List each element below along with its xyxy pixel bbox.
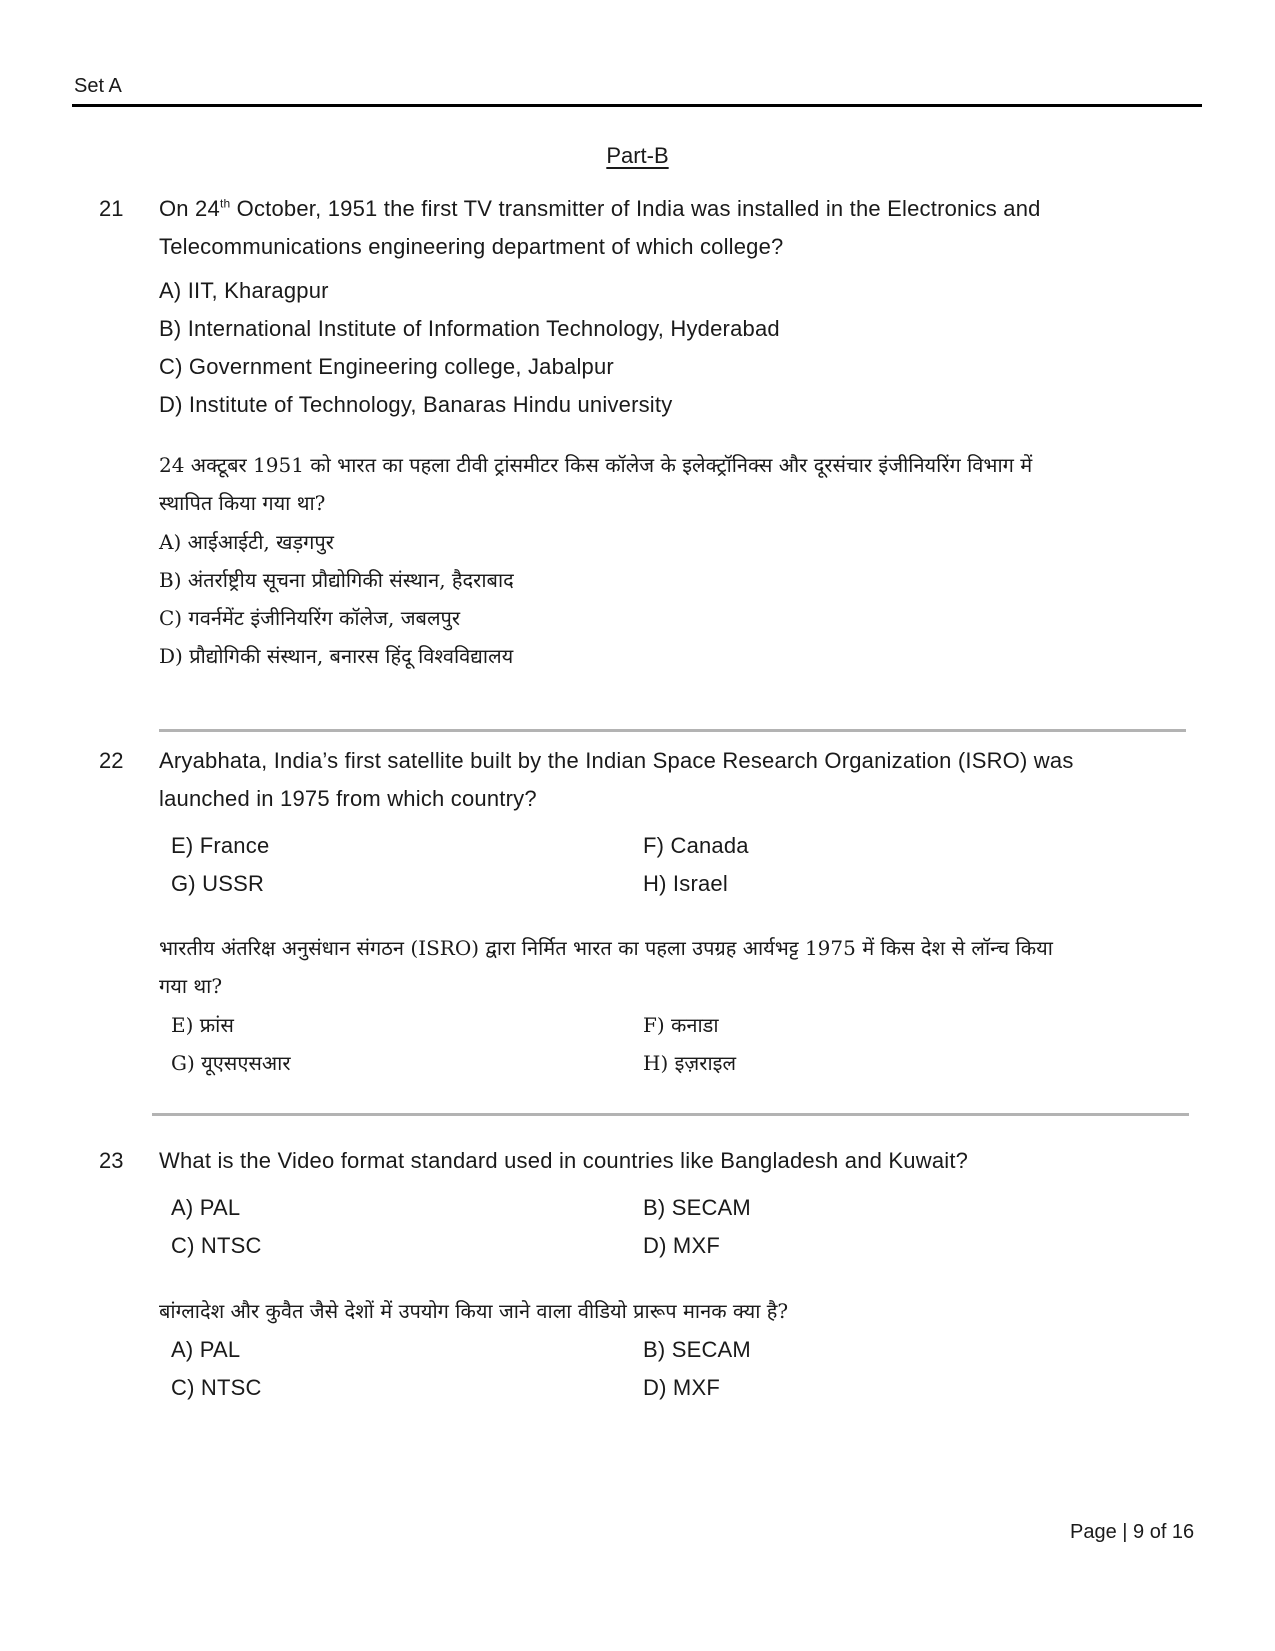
option-g: G) USSR — [171, 871, 265, 896]
section-title — [0, 143, 1275, 169]
option-c: C) Government Engineering college, Jabalpur — [159, 354, 614, 379]
question-text-en-line2: launched in 1975 from which country? — [159, 786, 537, 811]
option-h-hi: H) इज़राइल — [643, 1051, 737, 1075]
option-e: E) France — [171, 833, 270, 858]
question-text-part: October, 1951 the first TV transmitter of India was installed in the Electronics and — [230, 196, 1041, 221]
option-c-hi: C) गवर्नमेंट इंजीनियरिंग कॉलेज, जबलपुर — [159, 606, 461, 630]
option-d: D) Institute of Technology, Banaras Hindu university — [159, 392, 673, 417]
option-d: D) MXF — [643, 1233, 720, 1258]
option-a-hi: A) आईआईटी, खड़गपुर — [159, 530, 334, 554]
set-label: Set A — [74, 75, 122, 97]
question-text-hi-line2: स्थापित किया गया था? — [159, 491, 326, 515]
option-b-hi: B) SECAM — [643, 1337, 751, 1362]
option-d-hi: D) MXF — [643, 1375, 720, 1400]
option-b: B) SECAM — [643, 1195, 751, 1220]
question-number: 21 — [99, 196, 124, 221]
question-text-en-line1 — [159, 196, 1041, 222]
option-f: F) Canada — [643, 833, 749, 858]
option-d-hi: D) प्रौद्योगिकी संस्थान, बनारस हिंदू विश्वविद्यालय — [159, 644, 514, 668]
question-text-hi-line2: गया था? — [159, 974, 223, 998]
question-separator — [152, 1113, 1189, 1116]
ordinal-superscript: th — [219, 196, 231, 211]
question-text-en-line1: Aryabhata, India’s first satellite built by the Indian Space Research Organization (ISRO) was — [159, 748, 1074, 773]
option-g-hi: G) यूएसएसआर — [171, 1051, 291, 1075]
option-b: B) International Institute of Information Technology, Hyderabad — [159, 316, 780, 341]
option-a: A) PAL — [171, 1195, 241, 1220]
section-title-text: Part-B — [606, 143, 669, 168]
question-text-hi-line1: भारतीय अंतरिक्ष अनुसंधान संगठन (ISRO) द्वारा निर्मित भारत का पहला उपग्रह आर्यभट्ट 1975 में किस देश से लॉन्च किया — [159, 936, 1053, 960]
question-separator — [159, 729, 1186, 732]
page-number: Page | 9 of 16 — [1070, 1521, 1195, 1543]
question-number: 23 — [99, 1148, 124, 1173]
question-text-en-line2: Telecommunications engineering department of which college? — [159, 234, 784, 259]
option-h: H) Israel — [643, 871, 728, 896]
option-b-hi: B) अंतर्राष्ट्रीय सूचना प्रौद्योगिकी संस्थान, हैदराबाद — [159, 568, 514, 592]
question-number: 22 — [99, 748, 124, 773]
question-text-hi-line1: बांग्लादेश और कुवैत जैसे देशों में उपयोग किया जाने वाला वीडियो प्रारूप मानक क्या है? — [159, 1299, 789, 1323]
header-divider — [72, 104, 1202, 107]
question-text-en-line1: What is the Video format standard used in countries like Bangladesh and Kuwait? — [159, 1148, 969, 1173]
option-c-hi: C) NTSC — [171, 1375, 262, 1400]
option-e-hi: E) फ्रांस — [171, 1013, 234, 1037]
question-text-hi-line1: 24 अक्टूबर 1951 को भारत का पहला टीवी ट्रांसमीटर किस कॉलेज के इलेक्ट्रॉनिक्स और दूरसंचार इंजीनियरिंग विभाग में — [159, 453, 1033, 477]
option-a: A) IIT, Kharagpur — [159, 278, 329, 303]
option-c: C) NTSC — [171, 1233, 262, 1258]
question-text-part: On 24 — [159, 196, 220, 221]
option-f-hi: F) कनाडा — [643, 1013, 719, 1037]
option-a-hi: A) PAL — [171, 1337, 241, 1362]
